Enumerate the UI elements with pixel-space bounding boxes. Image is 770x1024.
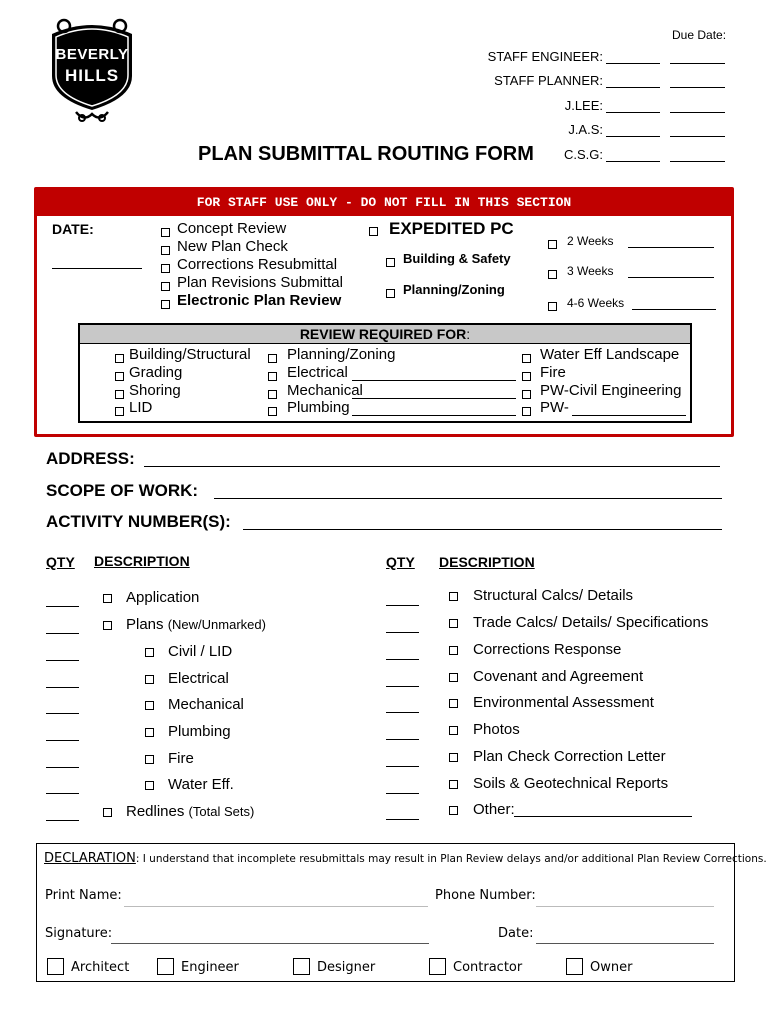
- review-required-label: Grading: [129, 364, 183, 381]
- activity-field[interactable]: [243, 513, 722, 530]
- material-label: Civil / LID: [168, 643, 233, 660]
- material-label: Plan Check Correction Letter: [473, 748, 666, 765]
- staff-date-field[interactable]: [670, 75, 725, 88]
- material-checkbox[interactable]: [145, 777, 154, 795]
- phone-label: Phone Number:: [435, 888, 536, 903]
- qty-field[interactable]: [46, 808, 79, 821]
- review-required-field[interactable]: [352, 384, 516, 399]
- review-required-label: Water Eff Landscape: [540, 346, 680, 363]
- material-checkbox[interactable]: [103, 804, 112, 822]
- material-label: Fire: [168, 750, 194, 767]
- qty-field[interactable]: [386, 700, 419, 713]
- print-name-label: Print Name:: [45, 888, 122, 903]
- date-label: DATE:: [52, 221, 94, 237]
- material-checkbox[interactable]: [449, 669, 458, 687]
- review-required-label: Shoring: [129, 382, 181, 399]
- review-required-label: Mechanical: [287, 382, 363, 399]
- weeks-field[interactable]: [628, 266, 714, 278]
- expedited-item-label: Building & Safety: [403, 251, 511, 266]
- review-required-label: PW-Civil Engineering: [540, 382, 682, 399]
- review-type-label: New Plan Check: [177, 238, 288, 255]
- signature-label: Signature:: [45, 926, 113, 941]
- role-label: Owner: [590, 960, 633, 975]
- date-field[interactable]: [52, 256, 142, 269]
- review-required-checkbox[interactable]: [522, 368, 531, 386]
- logo-text-top: BEVERLY: [55, 46, 129, 63]
- expedited-checkbox[interactable]: [369, 223, 378, 241]
- staff-label: J.LEE:: [564, 98, 603, 113]
- review-type-label: Electronic Plan Review: [177, 292, 342, 309]
- review-required-checkbox[interactable]: [268, 386, 277, 404]
- material-checkbox[interactable]: [145, 697, 154, 715]
- material-note: (Total Sets): [188, 804, 255, 819]
- weeks-field[interactable]: [628, 236, 714, 248]
- material-checkbox[interactable]: [449, 588, 458, 606]
- review-required-checkbox[interactable]: [115, 350, 124, 368]
- staff-date-field[interactable]: [670, 149, 725, 162]
- material-label: Redlines: [126, 803, 185, 820]
- review-required-checkbox[interactable]: [522, 403, 531, 421]
- staff-date-field[interactable]: [670, 51, 725, 64]
- weeks-label: 3 Weeks: [567, 264, 614, 278]
- qty-field[interactable]: [386, 647, 419, 660]
- review-required-field[interactable]: [352, 366, 516, 381]
- material-checkbox[interactable]: [145, 644, 154, 662]
- material-checkbox[interactable]: [449, 776, 458, 794]
- staff-initials-field[interactable]: [606, 100, 660, 113]
- material-label: Water Eff.: [168, 776, 234, 793]
- material-label: Corrections Response: [473, 641, 622, 658]
- qty-field[interactable]: [46, 728, 79, 741]
- declaration-statement: [44, 851, 767, 866]
- staff-only-banner: FOR STAFF USE ONLY - DO NOT FILL IN THIS SECTION: [34, 190, 734, 216]
- staff-label: C.S.G:: [563, 147, 603, 162]
- address-label: ADDRESS:: [46, 449, 135, 468]
- weeks-checkbox[interactable]: [548, 266, 557, 284]
- review-type-checkbox[interactable]: [161, 260, 170, 278]
- material-label: Other:: [473, 801, 515, 818]
- qty-field[interactable]: [46, 648, 79, 661]
- due-date-label: Due Date:: [672, 28, 727, 42]
- declaration-date-label: Date:: [498, 926, 534, 941]
- review-required-label: Planning/Zoning: [287, 346, 396, 363]
- review-required-checkbox[interactable]: [115, 368, 124, 386]
- material-label: Structural Calcs/ Details: [473, 587, 634, 604]
- qty-field[interactable]: [46, 781, 79, 794]
- review-required-label: Electrical: [287, 364, 348, 381]
- staff-label: J.A.S:: [568, 122, 603, 137]
- review-required-field[interactable]: [352, 401, 516, 416]
- material-item: [168, 723, 231, 740]
- material-label: Environmental Assessment: [473, 694, 654, 711]
- review-required-colon: :: [466, 326, 471, 342]
- qty-header-left: QTY: [46, 554, 75, 570]
- review-required-checkbox[interactable]: [268, 403, 277, 421]
- staff-label: STAFF PLANNER:: [494, 73, 603, 88]
- qty-field[interactable]: [386, 620, 419, 633]
- review-type-checkbox[interactable]: [161, 278, 170, 296]
- material-item: [126, 803, 254, 820]
- role-label: Designer: [317, 960, 376, 975]
- review-type-label: Plan Revisions Submittal: [177, 274, 343, 291]
- material-checkbox[interactable]: [103, 617, 112, 635]
- review-type-checkbox[interactable]: [161, 242, 170, 260]
- material-checkbox[interactable]: [449, 802, 458, 820]
- material-item: [168, 750, 194, 767]
- role-checkbox-owner[interactable]: [566, 958, 583, 980]
- material-label: Plumbing: [168, 723, 231, 740]
- material-label: Photos: [473, 721, 520, 738]
- review-required-label: PW-: [540, 399, 569, 416]
- qty-field[interactable]: [386, 781, 419, 794]
- review-type-checkbox[interactable]: [161, 296, 170, 314]
- review-required-header: [80, 325, 690, 344]
- material-item: [168, 643, 232, 660]
- material-label: Soils & Geotechnical Reports: [473, 775, 669, 792]
- qty-field[interactable]: [46, 621, 79, 634]
- review-required-label: LID: [129, 399, 153, 416]
- review-required-label: Plumbing: [287, 399, 350, 416]
- material-checkbox[interactable]: [449, 749, 458, 767]
- staff-initials-field[interactable]: [606, 149, 660, 162]
- material-checkbox[interactable]: [145, 724, 154, 742]
- role-label: Contractor: [453, 960, 523, 975]
- qty-field[interactable]: [46, 701, 79, 714]
- material-checkbox[interactable]: [103, 590, 112, 608]
- qty-field[interactable]: [46, 594, 79, 607]
- qty-field[interactable]: [46, 755, 79, 768]
- material-item: [168, 776, 234, 793]
- beverly-hills-logo: [44, 14, 140, 122]
- material-item: [168, 670, 229, 687]
- review-required-checkbox[interactable]: [115, 386, 124, 404]
- weeks-field[interactable]: [632, 298, 716, 310]
- review-required-label: Fire: [540, 364, 566, 381]
- material-label: Mechanical: [168, 696, 244, 713]
- material-checkbox[interactable]: [449, 642, 458, 660]
- review-required-checkbox[interactable]: [115, 403, 124, 421]
- material-checkbox[interactable]: [449, 722, 458, 740]
- material-label: Electrical: [168, 670, 229, 687]
- qty-field[interactable]: [46, 675, 79, 688]
- staff-initials-field[interactable]: [606, 124, 660, 137]
- material-label: Covenant and Agreement: [473, 668, 644, 685]
- review-required-checkbox[interactable]: [268, 368, 277, 386]
- page-title: PLAN SUBMITTAL ROUTING FORM: [198, 143, 534, 165]
- desc-header-left: DESCRIPTION: [94, 553, 190, 569]
- role-checkbox-contractor[interactable]: [429, 958, 446, 980]
- expedited-label: EXPEDITED PC: [389, 219, 514, 238]
- weeks-label: 2 Weeks: [567, 234, 614, 248]
- declaration-text: : I understand that incomplete resubmittals may result in Plan Review delays and/or additional Plan Review Corrections.: [135, 853, 767, 865]
- review-required-checkbox[interactable]: [522, 350, 531, 368]
- qty-field[interactable]: [386, 593, 419, 606]
- logo-text-bottom: HILLS: [64, 66, 120, 85]
- expedited-item-checkbox[interactable]: [386, 254, 395, 272]
- weeks-checkbox[interactable]: [548, 298, 557, 316]
- material-note: (New/Unmarked): [167, 617, 266, 632]
- scope-label: SCOPE OF WORK:: [46, 481, 199, 500]
- review-required-label: REVIEW REQUIRED FOR: [299, 326, 467, 342]
- material-label: Plans: [126, 616, 164, 633]
- role-label: Engineer: [181, 960, 239, 975]
- review-required-checkbox[interactable]: [522, 386, 531, 404]
- role-checkbox-engineer[interactable]: [157, 958, 174, 980]
- material-item: [126, 589, 199, 606]
- signature-field[interactable]: [111, 943, 429, 944]
- material-label: Trade Calcs/ Details/ Specifications: [473, 614, 709, 631]
- qty-field[interactable]: [386, 727, 419, 740]
- qty-field[interactable]: [386, 754, 419, 767]
- qty-field[interactable]: [386, 807, 419, 820]
- material-label: Application: [126, 589, 200, 606]
- review-required-field[interactable]: [572, 401, 686, 416]
- role-checkbox-designer[interactable]: [293, 958, 310, 980]
- declaration-date-field[interactable]: [536, 943, 714, 944]
- material-item: [168, 696, 244, 713]
- desc-header-right: DESCRIPTION: [439, 554, 535, 570]
- review-type-label: Corrections Resubmittal: [177, 256, 338, 273]
- review-required-checkbox[interactable]: [268, 350, 277, 368]
- qty-header-right: QTY: [386, 554, 415, 570]
- expedited-item-label: Planning/Zoning: [403, 282, 505, 297]
- other-field[interactable]: [514, 804, 692, 817]
- staff-date-field[interactable]: [670, 124, 725, 137]
- staff-initials-field[interactable]: [606, 51, 660, 64]
- declaration-heading: DECLARATION: [44, 851, 136, 866]
- weeks-checkbox[interactable]: [548, 236, 557, 254]
- scope-field[interactable]: [214, 482, 722, 499]
- review-required-label: Building/Structural: [129, 346, 251, 363]
- address-field[interactable]: [144, 450, 720, 467]
- staff-date-field[interactable]: [670, 100, 725, 113]
- weeks-label: 4-6 Weeks: [567, 296, 625, 310]
- activity-label: ACTIVITY NUMBER(S):: [46, 512, 231, 531]
- review-type-label: Concept Review: [177, 220, 287, 237]
- role-checkbox-architect[interactable]: [47, 958, 64, 980]
- staff-initials-field[interactable]: [606, 75, 660, 88]
- phone-field[interactable]: [536, 906, 714, 907]
- material-checkbox[interactable]: [145, 751, 154, 769]
- material-checkbox[interactable]: [449, 695, 458, 713]
- material-checkbox[interactable]: [449, 615, 458, 633]
- qty-field[interactable]: [386, 674, 419, 687]
- material-checkbox[interactable]: [145, 671, 154, 689]
- material-item: [126, 616, 266, 633]
- role-label: Architect: [71, 960, 130, 975]
- print-name-field[interactable]: [124, 906, 428, 907]
- review-type-checkbox[interactable]: [161, 224, 170, 242]
- staff-label: STAFF ENGINEER:: [487, 49, 603, 64]
- expedited-item-checkbox[interactable]: [386, 285, 395, 303]
